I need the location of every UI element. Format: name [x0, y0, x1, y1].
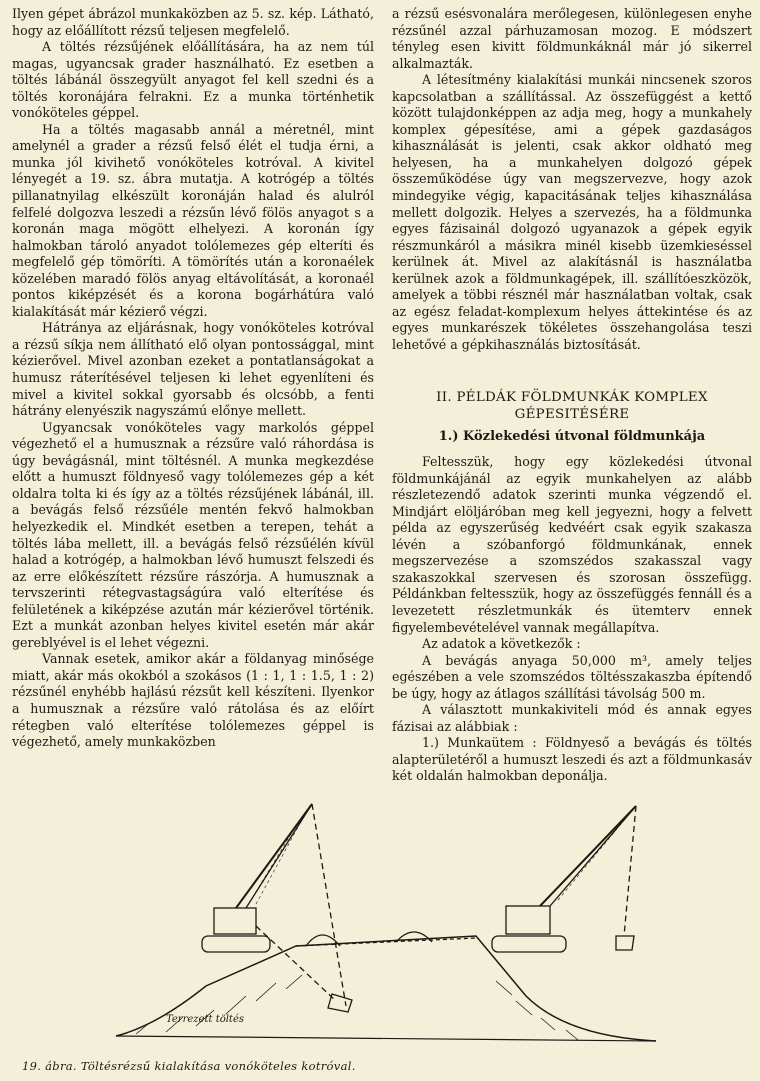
section-title: II. PÉLDÁK FÖLDMUNKÁK KOMPLEX GÉPESITÉSÉRE	[436, 390, 708, 423]
left-column	[12, 6, 374, 751]
paragraph: A létesítmény kialakítási munkái nincsenek szoros kapcsolatban a szállítással. Az összefüggést a kettő között tulajdonképpen az adja meg, hogy a munkahely komplex gépesítése, ami a gépek gazdaságos kihasználását is jelenti, csak akkor oldható meg helyesen, ha a munkahelyen dolgozó gépek összeműködése úgy van megszervezve, hogy azok mindegyike végig, kapacitásának teljes kihasználása mellett dolgozik. Helyes a szervezés, ha a földmunka egyes fázisainál dolgozó ugyanazok a gépek egyik részmunkáról a másikra minél kisebb üzemkieséssel kerülnek át. Mivel az alakításnál is használatba kerülnek azok a földmunkagépek, ill. szállítóeszközök, amelyek a többi résznél már használatban voltak, csak az egész feladat-komplexum helyes áttekintése és az egyes munkarészek tökéletes összehangolása teszi lehetővé a gépkihasználás biztosítását.	[392, 72, 752, 352]
figure-caption: 19. ábra. Töltésrézsű kialakítása vonóköteles kotróval.	[22, 1059, 356, 1073]
dragline-illustration	[96, 786, 696, 1056]
paragraph: Az adatok a következők :	[422, 636, 581, 652]
paragraph: Feltesszük, hogy egy közlekedési útvonal földmunkájánál az egyik munkahelyen az alább részletezendő adatok szerinti munka végzendő el. Mindjárt elöljáróban meg kell jegyezni, hogy a felvett példa az egyszerűség kedvéért csak egyik szakasza lévén a szóbanforgó földmunkának, ennek megszervezése a szomszédos szakasszal vagy szakaszokkal szervesen és szorosan összefügg. Példánkban feltesszük, hogy az összefüggés fennáll és a levezetett részletmunkák és ütemterv ennek figyelembevételével vannak megállapítva.	[392, 454, 752, 635]
paragraph: Ilyen gépet ábrázol munkaközben az 5. sz. kép. Látható, hogy az előállított rézsű teljesen megfelelő.	[12, 6, 374, 38]
paragraph: A választott munkakiviteli mód és annak egyes fázisai az alábbiak :	[392, 702, 752, 734]
paragraph: a rézsű esésvonalára merőlegesen, különlegesen enyhe rézsűnél azzal párhuzamosan mozog. E módszert tényleg esen kivitt földmunkáknál már jó sikerrel alkalmazták.	[392, 6, 752, 71]
paragraph: Ugyancsak vonóköteles vagy markolós géppel végezhető el a humusznak a rézsűre való ráhordása is úgy bevágásnál, mint töltésnél. A munka megkezdése előtt a humuszt földnyeső vagy tolólemezes gép a két oldalra tolta ki és így az a töltés rézsűjének lábánál, ill. a bevágás felső rézsűéle mentén fekvő halmokban helyezkedik el. Mindkét esetben a terepen, tehát a töltés lába mellett, ill. a bevágás felső rézsűélén kívül halad a kotrógép, a halmokban lévő humuszt felszedi és az erre előkészített rézsűre rászórja. A humusznak a tervszerinti rétegvastagságúra való elterítése és felületének a kiképzése azután már kézierővel történik. Ezt a munkát azonban helyes kivitel esetén már akár gereblyével is el lehet végezni.	[12, 419, 374, 650]
paragraph: Vannak esetek, amikor akár a földanyag minősége miatt, akár más okokból a szokásos (1 : 1, 1 : 1.5, 1 : 2) rézsűnél enyhébb hajlású rézsűt kell készíteni. Ilyenkor a humusznak a rézsűre való rátolása és az előírt rétegben való elterítése tolólemezes géppel is végezhető, amely munkaközben	[12, 651, 374, 750]
paragraph: 1.) Munkaütem : Földnyeső a bevágás és töltés alapterületéről a humuszt leszedi és azt a földmunkasáv két oldalán halmokban deponálja.	[392, 735, 752, 784]
paragraph: Ha a töltés magasabb annál a méretnél, mint amelynél a grader a rézsű felső élét el tudja érni, a munka jól kivihető vonóköteles kotróval. A kivitel lényegét a 19. sz. ábra mutatja. A kotrógép a töltés pillanatnyilag elkészült koronáján halad és alulról felfelé dolgozva leszedi a rézsűn lévő fölös anyagot s a koronán maga mögött elhelyezi. A koronán így halmokban tároló anyadot tolólemezes gép elteríti és megfelelő gép tömöríti. A tömörítés után a koronaélek közelében maradó fölös anyag eltávolítását, a koronaél pontos kiképzését és a korona bogárhátúra való kialakítását már kézierő végzi.	[12, 121, 374, 319]
paragraph: A töltés rézsűjének előállítására, ha az nem túl magas, ugyancsak grader használható. Ez esetben a töltés lábánál összegyült anyagot fel kell szedni és a töltés koronájára felrakni. Ez a munka történhetik vonóköteles géppel.	[12, 39, 374, 121]
paragraph: Hátránya az eljárásnak, hogy vonóköteles kotróval a rézsű síkja nem állítható elő olyan pontossággal, mint kézierővel. Mivel azonban ezeket a pontatlanságokat a humusz ráterítésével teljesen ki lehet egyenlíteni és mivel a kivitel sokkal gyorsabb és olcsóbb, a fenti hátrány elenyészik nagyszámú előnye mellett.	[12, 320, 374, 419]
subsection-title: 1.) Közlekedési útvonal földmunkája	[438, 429, 706, 445]
paragraph: A bevágás anyaga 50,000 m³, amely teljes egészében a vele szomszédos töltésszakaszba építendő be úgy, hogy az átlagos szállítási távolság 500 m.	[392, 652, 752, 701]
right-column	[392, 6, 752, 785]
figure-label: Terrezett töltés	[166, 1014, 244, 1025]
